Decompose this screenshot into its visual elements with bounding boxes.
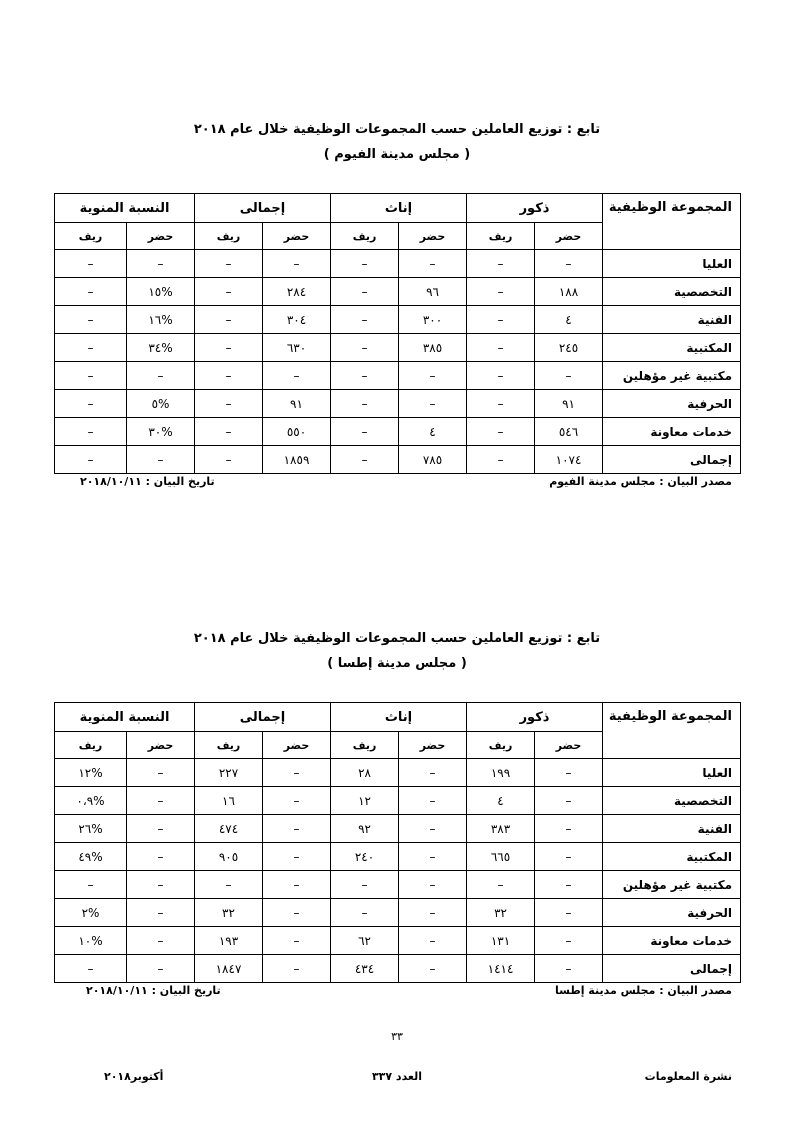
table-cell: ٢٨٤ <box>263 278 331 306</box>
table1-header-category: المجموعة الوظيفية <box>603 194 741 250</box>
table-cell: ٦٢ <box>331 927 399 955</box>
table-cell: – <box>467 871 535 899</box>
table1-sub-rural: ريف <box>55 223 127 250</box>
table2-sub-urban: حضر <box>127 732 195 759</box>
table1-sub-rural: ريف <box>467 223 535 250</box>
table-cell: %١٢ <box>55 759 127 787</box>
table-cell: ٣٨٣ <box>467 815 535 843</box>
table2-header-category: المجموعة الوظيفية <box>603 703 741 759</box>
row-category: المكتبية <box>603 334 741 362</box>
table-cell: – <box>195 306 263 334</box>
table-cell: – <box>535 362 603 390</box>
table-cell: – <box>467 362 535 390</box>
table-cell: %٢٦ <box>55 815 127 843</box>
table-cell: ٥٥٠ <box>263 418 331 446</box>
table-cell: – <box>467 306 535 334</box>
table1-body <box>55 250 741 474</box>
footer-publication: نشرة المعلومات <box>644 1070 732 1083</box>
row-category: إجمالى <box>603 446 741 474</box>
table-cell: – <box>399 362 467 390</box>
table-cell: – <box>195 871 263 899</box>
table-cell: – <box>535 843 603 871</box>
table-cell: – <box>467 390 535 418</box>
table-cell: ٩١ <box>263 390 331 418</box>
table-row <box>55 334 741 362</box>
table1-sub-rural: ريف <box>195 223 263 250</box>
table1-header-males: ذكور <box>467 194 603 223</box>
table-cell: ١٩٣ <box>195 927 263 955</box>
table1-header-percent: النسبة المنوية <box>55 194 195 223</box>
table2-header-females: إناث <box>331 703 467 732</box>
table-cell: – <box>263 955 331 983</box>
table-cell: – <box>331 390 399 418</box>
table-cell: – <box>535 815 603 843</box>
table-cell: – <box>535 250 603 278</box>
table-cell: ٢٢٧ <box>195 759 263 787</box>
table-cell: – <box>263 362 331 390</box>
table-cell: – <box>55 362 127 390</box>
table2-sub-rural: ريف <box>331 732 399 759</box>
table-row <box>55 759 741 787</box>
table-cell: – <box>55 390 127 418</box>
table1-sub-urban: حضر <box>535 223 603 250</box>
table-row <box>55 306 741 334</box>
table-cell: ١٠٧٤ <box>535 446 603 474</box>
table-cell: ٣٢ <box>195 899 263 927</box>
table-cell: %٠،٩ <box>55 787 127 815</box>
table-cell: – <box>535 899 603 927</box>
table-cell: ٣٨٥ <box>399 334 467 362</box>
table-cell: – <box>399 250 467 278</box>
table-cell: – <box>55 278 127 306</box>
table2-body <box>55 759 741 983</box>
table2-header-row <box>55 703 741 732</box>
table-cell: – <box>331 278 399 306</box>
table-cell: – <box>399 955 467 983</box>
row-category: خدمات معاونة <box>603 927 741 955</box>
table1-sub-urban: حضر <box>127 223 195 250</box>
table-cell: – <box>399 787 467 815</box>
table-cell: – <box>195 250 263 278</box>
table1-title: تابع : توزيع العاملين حسب المجموعات الوظيفية خلال عام ٢٠١٨ <box>193 122 601 137</box>
table-cell: ٦٦٥ <box>467 843 535 871</box>
table2-subtitle: ( مجلس مدينة إطسا ) <box>327 656 467 671</box>
table1-sub-urban: حضر <box>263 223 331 250</box>
table1-sub-rural: ريف <box>331 223 399 250</box>
table-row <box>55 815 741 843</box>
table-cell: – <box>535 871 603 899</box>
table-cell: – <box>263 843 331 871</box>
table-row <box>55 787 741 815</box>
table-cell: %٣٠ <box>127 418 195 446</box>
table-cell: – <box>331 334 399 362</box>
table-cell: – <box>127 250 195 278</box>
table-cell: ٩١ <box>535 390 603 418</box>
table-cell: – <box>263 871 331 899</box>
table1-date: تاريخ البيان : ٢٠١٨/١٠/١١ <box>80 475 215 488</box>
table-cell: ١٨٤٧ <box>195 955 263 983</box>
table-cell: – <box>127 759 195 787</box>
table-cell: – <box>195 446 263 474</box>
table-cell: ٣٠٠ <box>399 306 467 334</box>
table-cell: %١٦ <box>127 306 195 334</box>
table2-date: تاريخ البيان : ٢٠١٨/١٠/١١ <box>86 984 221 997</box>
table-cell: – <box>263 927 331 955</box>
table-cell: – <box>535 787 603 815</box>
table-cell: ٩٢ <box>331 815 399 843</box>
table-cell: ١٩٩ <box>467 759 535 787</box>
table-cell: – <box>399 927 467 955</box>
page-number: ٣٣ <box>391 1030 403 1043</box>
table-cell: %٢ <box>55 899 127 927</box>
row-category: المكتبية <box>603 843 741 871</box>
table-cell: – <box>55 871 127 899</box>
table-cell: – <box>399 390 467 418</box>
table-cell: – <box>331 306 399 334</box>
table-cell: ٤٣٤ <box>331 955 399 983</box>
footer-issue: العدد ٣٣٧ <box>371 1070 423 1083</box>
table-cell: ٩٠٥ <box>195 843 263 871</box>
table-cell: – <box>195 362 263 390</box>
table-cell: – <box>331 446 399 474</box>
table-cell: – <box>55 446 127 474</box>
table-cell: – <box>55 306 127 334</box>
table-cell: – <box>331 871 399 899</box>
table-cell: %٤٩ <box>55 843 127 871</box>
table2-sub-urban: حضر <box>399 732 467 759</box>
table-cell: ١٤١٤ <box>467 955 535 983</box>
table-cell: – <box>55 418 127 446</box>
table2-sub-rural: ريف <box>55 732 127 759</box>
table-cell: – <box>399 899 467 927</box>
table-cell: – <box>127 787 195 815</box>
row-category: التخصصية <box>603 787 741 815</box>
table-cell: – <box>535 759 603 787</box>
row-category: الفنية <box>603 306 741 334</box>
table-cell: ٣٠٤ <box>263 306 331 334</box>
row-category: الفنية <box>603 815 741 843</box>
table-cell: – <box>127 955 195 983</box>
table-cell: – <box>263 759 331 787</box>
table-cell: – <box>127 446 195 474</box>
table-cell: ٣٢ <box>467 899 535 927</box>
table1-source: مصدر البيان : مجلس مدينة الفيوم <box>549 475 732 488</box>
table1 <box>54 193 741 474</box>
row-category: العليا <box>603 250 741 278</box>
row-category: مكتبية غير مؤهلين <box>603 362 741 390</box>
table2-title: تابع : توزيع العاملين حسب المجموعات الوظيفية خلال عام ٢٠١٨ <box>193 631 601 646</box>
table-cell: – <box>127 927 195 955</box>
table-cell: – <box>55 334 127 362</box>
table-cell: ٤ <box>535 306 603 334</box>
table-cell: – <box>467 334 535 362</box>
table-row <box>55 871 741 899</box>
table-cell: – <box>195 418 263 446</box>
table-row <box>55 843 741 871</box>
table-cell: ٤ <box>467 787 535 815</box>
table-row <box>55 418 741 446</box>
row-category: الحرفية <box>603 899 741 927</box>
table1-subtitle: ( مجلس مدينة الفيوم ) <box>323 147 471 162</box>
table-cell: %١٥ <box>127 278 195 306</box>
row-category: خدمات معاونة <box>603 418 741 446</box>
table-cell: – <box>399 843 467 871</box>
table1-header-total: إجمالى <box>195 194 331 223</box>
table-cell: – <box>399 759 467 787</box>
table-cell: – <box>127 871 195 899</box>
table-row <box>55 362 741 390</box>
table2 <box>54 702 741 983</box>
table-cell: %٥ <box>127 390 195 418</box>
table-cell: ١٨٨ <box>535 278 603 306</box>
table-cell: – <box>55 250 127 278</box>
row-category: العليا <box>603 759 741 787</box>
table-cell: – <box>535 955 603 983</box>
table1-header-row <box>55 194 741 223</box>
table-cell: – <box>263 787 331 815</box>
table-cell: – <box>467 418 535 446</box>
table-cell: – <box>263 899 331 927</box>
table-row <box>55 899 741 927</box>
table-cell: ١٨٥٩ <box>263 446 331 474</box>
table-cell: – <box>195 278 263 306</box>
table-row <box>55 446 741 474</box>
row-category: مكتبية غير مؤهلين <box>603 871 741 899</box>
table-cell: ٤ <box>399 418 467 446</box>
table-row <box>55 278 741 306</box>
table2-sub-urban: حضر <box>535 732 603 759</box>
footer-date: أكتوبر٢٠١٨ <box>104 1070 164 1083</box>
table2-sub-rural: ريف <box>195 732 263 759</box>
table2-sub-rural: ريف <box>467 732 535 759</box>
table-cell: – <box>399 815 467 843</box>
table-cell: – <box>195 334 263 362</box>
row-category: التخصصية <box>603 278 741 306</box>
table-row <box>55 927 741 955</box>
table2-sub-urban: حضر <box>263 732 331 759</box>
table-cell: – <box>331 899 399 927</box>
table-cell: – <box>127 899 195 927</box>
table-cell: – <box>331 362 399 390</box>
table-cell: – <box>467 250 535 278</box>
table2-source: مصدر البيان : مجلس مدينة إطسا <box>555 984 732 997</box>
table-cell: – <box>535 927 603 955</box>
table-cell: %٣٤ <box>127 334 195 362</box>
table-cell: – <box>55 955 127 983</box>
table-cell: – <box>127 843 195 871</box>
table1-sub-urban: حضر <box>399 223 467 250</box>
table-cell: ٢٤٥ <box>535 334 603 362</box>
table2-header-percent: النسبة المنوية <box>55 703 195 732</box>
table-row <box>55 390 741 418</box>
table1-header-females: إناث <box>331 194 467 223</box>
table-cell: – <box>467 278 535 306</box>
table-cell: – <box>399 871 467 899</box>
table-cell: ١٦ <box>195 787 263 815</box>
row-category: إجمالى <box>603 955 741 983</box>
table-cell: %١٠ <box>55 927 127 955</box>
table-cell: ٥٤٦ <box>535 418 603 446</box>
table-cell: – <box>263 250 331 278</box>
table-cell: ٧٨٥ <box>399 446 467 474</box>
table-cell: – <box>263 815 331 843</box>
table2-header-males: ذكور <box>467 703 603 732</box>
table-cell: ٢٤٠ <box>331 843 399 871</box>
table-cell: – <box>195 390 263 418</box>
table-cell: ٩٦ <box>399 278 467 306</box>
table-row <box>55 955 741 983</box>
table-cell: ١٣١ <box>467 927 535 955</box>
table-cell: ٤٧٤ <box>195 815 263 843</box>
table-cell: – <box>467 446 535 474</box>
table-cell: ١٢ <box>331 787 399 815</box>
table-cell: ٢٨ <box>331 759 399 787</box>
row-category: الحرفية <box>603 390 741 418</box>
table2-header-total: إجمالى <box>195 703 331 732</box>
table-cell: – <box>127 815 195 843</box>
table-row <box>55 250 741 278</box>
table-cell: – <box>331 418 399 446</box>
table-cell: ٦٣٠ <box>263 334 331 362</box>
table-cell: – <box>127 362 195 390</box>
table-cell: – <box>331 250 399 278</box>
